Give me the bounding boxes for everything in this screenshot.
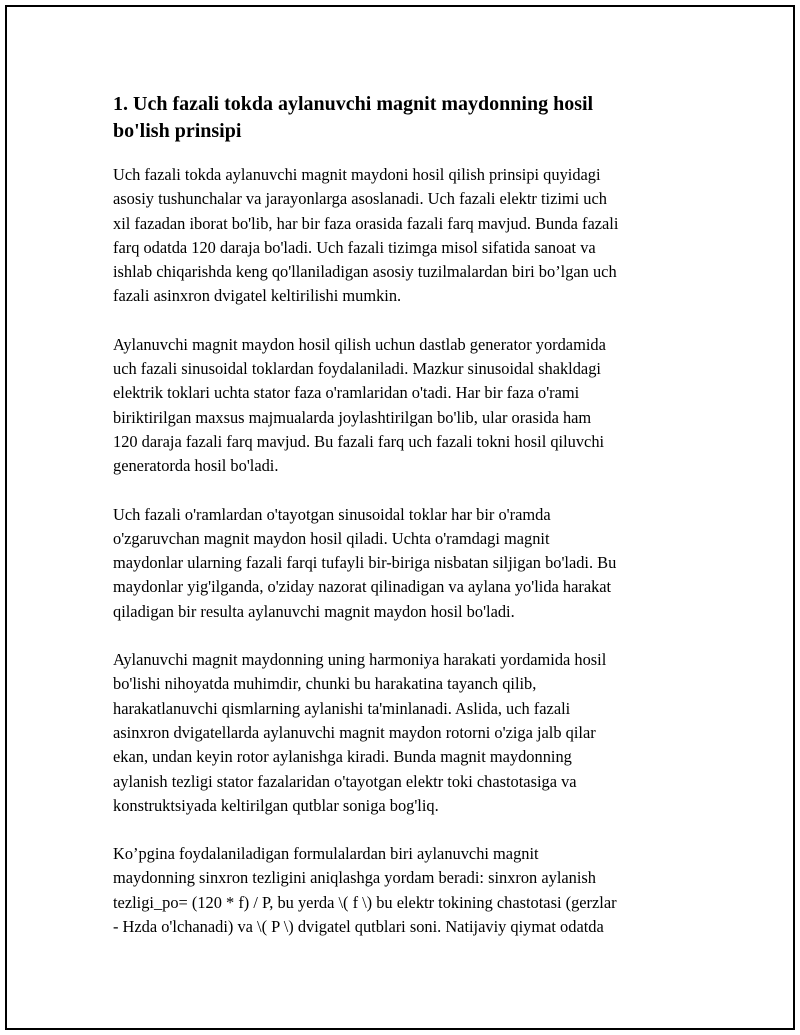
paragraph: Uch fazali tokda aylanuvchi magnit maydoni hosil qilish prinsipi quyidagi asosiy tushunchalar va jarayonlarga asoslanadi. Uch fazali elektr tizimi uch xil fazadan iborat bo'lib, har bir faza orasida fazali farq mavjud. Bunda fazali farq odatda 120 daraja bo'ladi. Uch fazali tizimga misol sifatida sanoat va ishlab chiqarishda keng qo'llaniladigan asosiy tuzilmalardan biri bo’lgan uch fazali asinxron dvigatel keltirilishi mumkin. — [113, 165, 619, 306]
section-heading: 1. Uch fazali tokda aylanuvchi magnit maydonning hosil bo'lish prinsipi — [113, 93, 594, 142]
paragraph: Aylanuvchi magnit maydonning uning harmoniya harakati yordamida hosil bo'lishi nihoyatda muhimdir, chunki bu harakatina tayanch qilib, harakatlanuvchi qismlarning aylanishi ta'minlanadi. Aslida, uch fazali asinxron dvigatellarda aylanuvchi magnit maydon rotorni o'ziga jalb qilar ekan, undan keyin rotor aylanishga kiradi. Bunda magnit maydonning aylanish tezligi stator fazalaridan o'tayotgan elektr toki chastotasiga va konstruktsiyada keltirilgan qutblar soniga bog'liq. — [113, 650, 607, 815]
paragraph: Aylanuvchi magnit maydon hosil qilish uchun dastlab generator yordamida uch fazali sinusoidal toklardan foydalaniladi. Mazkur sinusoidal shakldagi elektrik toklari uchta stator faza o'ramlaridan o'tadi. Har bir faza o'rami biriktirilgan maxsus majmualarda joylashtirilgan bo'lib, ular orasida ham 120 daraja fazali farq mavjud. Bu fazali farq uch fazali tokni hosil qiluvchi generatorda hosil bo'ladi. — [113, 334, 606, 476]
paragraph: Ko’pgina foydalaniladigan formulalardan biri aylanuvchi magnit maydonning sinxron tezligini aniqlashga yordam beradi: sinxron aylanish tezligi_po= (120 * f) / P, bu yerda \( f \) bu elektr tokining chastotasi (gerzlar - Hzda o'lchanadi) va \( P \) dvigatel qutblari soni. Natijaviy qiymat odatda — [113, 844, 617, 937]
paragraph: Uch fazali o'ramlardan o'tayotgan sinusoidal toklar har bir o'ramda o'zgaruvchan magnit maydon hosil qiladi. Uchta o'ramdagi magnit maydonlar ularning fazali farqi tufayli bir-biriga nisbatan siljigan bo'ladi. Bu maydonlar yig'ilganda, o'ziday nazorat qilinadigan va aylana yo'lida harakat qiladigan bir resulta aylanuvchi magnit maydon hosil bo'ladi. — [113, 504, 617, 621]
document-body — [113, 91, 688, 963]
